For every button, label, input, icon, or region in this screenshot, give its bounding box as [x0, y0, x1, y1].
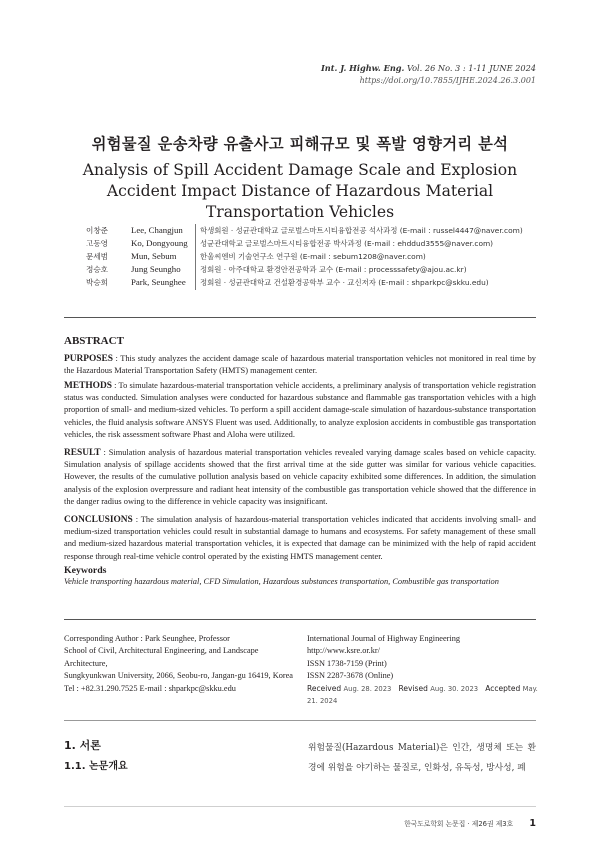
author-row: [0, 264, 600, 277]
purposes-text: : This study analyzes the accident damage scale of hazardous material transportation vehicles not monitored in real time by the Hazardous Material Transportation Safety (HMTS) management center.: [64, 354, 536, 376]
author-affiliation: 학생회원 · 성균관대학교 글로벌스마트시티융합전공 석사과정 (E-mail : russel4447@naver.com): [200, 226, 523, 235]
conclusions-label: CONCLUSIONS: [64, 515, 133, 525]
accepted-label: Accepted: [485, 683, 521, 693]
conclusions-text: : The simulation analysis of hazardous-material transportation vehicles indicated that accidents involving small- and medium-sized transportation vehicles could result in substantial damage to humans and ecosystems. For safety management of these small and medium-sized hazardous material transportation vehicles, it is expected that damage can be minimized with the help of rapid accident response through real-time vehicle control operated by the existing HMTS management center.: [64, 515, 536, 561]
abstract-heading: ABSTRACT: [64, 335, 124, 347]
author-affiliation: 한울씨엔비 기술연구소 연구원 (E-mail : sebum1208@naver.com): [200, 252, 426, 261]
received-label: Received: [307, 683, 342, 693]
corresponding-line: Tel : +82.31.290.7525 E-mail : shparkpc@skku.edu: [64, 683, 236, 693]
keywords-text: Vehicle transporting hazardous material, CFD Simulation, Hazardous substances transportation, Combustible gas transportation: [64, 577, 499, 586]
abstract-methods: [64, 380, 536, 441]
revised-date: Aug. 30. 2023: [430, 684, 479, 693]
divider: [64, 317, 536, 318]
author-row: [0, 277, 600, 290]
result-label: RESULT: [64, 448, 101, 458]
result-text: : Simulation analysis of hazardous material transportation vehicles revealed varying damage scales based on vehicle capacity. Simulation analysis of spillage accidents showed that the first arrival time at the side gutter was similar for various vehicle capacities. However, the results of the cumulative pollution analysis based on vehicle capacity exhibited some differences. In addition, the simulation analysis of the explosion overpressure and radiant heat intensity of the combustible gas transportation vehicle showed that the difference in the danger radius owing to the difference in vehicle capacity was insignificant.: [64, 448, 536, 506]
author-row: [0, 225, 600, 238]
journal-url[interactable]: http://www.ksre.or.kr/: [307, 646, 380, 656]
revised-label: Revised: [398, 683, 428, 693]
section-heading: 1. 서론: [64, 739, 101, 752]
methods-text: : To simulate hazardous-material transportation vehicle accidents, a preliminary analysis of transportation vehicle registration status was conducted. Simulation analyses were conducted for hazardous substance and flammable gas transportation vehicles with a high proportion of small- and medium-sized vehicles. To perform a spill accident damage-scale simulation of hazardous-substance transportation vehicles, the fluid analysis software ANSYS Fluent was used. Additionally, to analyze explosion accidents in combustible gas transportation vehicles, the risk assessment software Phast and Aloha were utilized.: [64, 381, 536, 439]
footer-divider: [64, 806, 536, 807]
corresponding-line: Corresponding Author : Park Seunghee, Professor: [64, 634, 230, 643]
author-name-ko: 고동영: [86, 239, 109, 248]
abstract-conclusions: [64, 514, 536, 563]
author-row: [0, 238, 600, 251]
author-affiliation: 정회원 · 성균관대학교 건설환경공학부 교수 · 교신저자 (E-mail : shparkpc@skku.edu): [200, 278, 489, 287]
divider: [64, 720, 536, 721]
corresponding-line: Sungkyunkwan University, 2066, Seobu-ro, Jangan-gu 16419, Korea: [64, 671, 293, 681]
divider: [64, 619, 536, 620]
author-row: [0, 251, 600, 264]
page-number: 1: [529, 818, 536, 829]
abstract-result: [64, 447, 536, 508]
author-name-ko: 박승희: [86, 278, 109, 287]
author-affiliation: 성균관대학교 글로벌스마트시티융합전공 박사과정 (E-mail : ehddud3555@naver.com): [200, 239, 494, 248]
issn-online: ISSN 2287-3678 (Online): [307, 671, 394, 681]
intro-paragraph: 위험물질(Hazardous Material)은 인간, 생명체 또는 환경에 위험을 야기하는 물질로, 인화성, 유독성, 방사성, 폐: [308, 743, 536, 773]
abstract-purposes: [64, 353, 536, 377]
journal-info-block: [307, 633, 547, 707]
author-name-en: Mun, Sebum: [131, 251, 177, 261]
issn-print: ISSN 1738-7159 (Print): [307, 658, 387, 668]
author-name-ko: 정승호: [86, 265, 109, 274]
corresponding-author-block: [64, 633, 294, 695]
korean-title: 위험물질 운송차량 유출사고 피해규모 및 폭발 영향거리 분석: [91, 135, 509, 153]
author-name-en: Lee, Changjun: [131, 225, 183, 235]
received-date: Aug. 28. 2023: [343, 684, 392, 693]
page-footer: [404, 818, 536, 829]
journal-citation: [321, 63, 536, 73]
journal-name: International Journal of Highway Engineering: [307, 634, 460, 643]
doi-link[interactable]: https://doi.org/10.7855/IJHE.2024.26.3.001: [359, 76, 536, 85]
footer-journal: 한국도로학회 논문집 · 제26권 제3호: [404, 820, 514, 828]
accepted-date: May. 21. 2024: [307, 684, 538, 706]
author-name-en: Park, Seunghee: [131, 277, 186, 287]
subsection-heading: 1.1. 논문개요: [64, 761, 128, 772]
author-name-en: Jung Seungho: [131, 264, 181, 274]
author-name-ko: 이창준: [86, 226, 109, 235]
journal-abbrev: Int. J. Highw. Eng.: [320, 63, 405, 73]
methods-label: METHODS: [64, 381, 112, 391]
purposes-label: PURPOSES: [64, 354, 113, 364]
volume-info: Vol. 26 No. 3 : 1-11 JUNE 2024: [406, 63, 536, 73]
author-name-en: Ko, Dongyoung: [131, 238, 188, 248]
english-title: Analysis of Spill Accident Damage Scale and Explosion Accident Impact Distance of Hazardous Material Transportation Vehicles: [82, 161, 518, 221]
submission-dates: [307, 683, 547, 708]
corresponding-line: School of Civil, Architectural Engineering, and Landscape Architecture,: [64, 646, 259, 668]
author-affiliation: 정회원 · 아주대학교 환경안전공학과 교수 (E-mail : processsafety@ajou.ac.kr): [200, 265, 467, 274]
author-name-ko: 문세범: [86, 252, 109, 261]
keywords-heading: Keywords: [64, 565, 107, 576]
